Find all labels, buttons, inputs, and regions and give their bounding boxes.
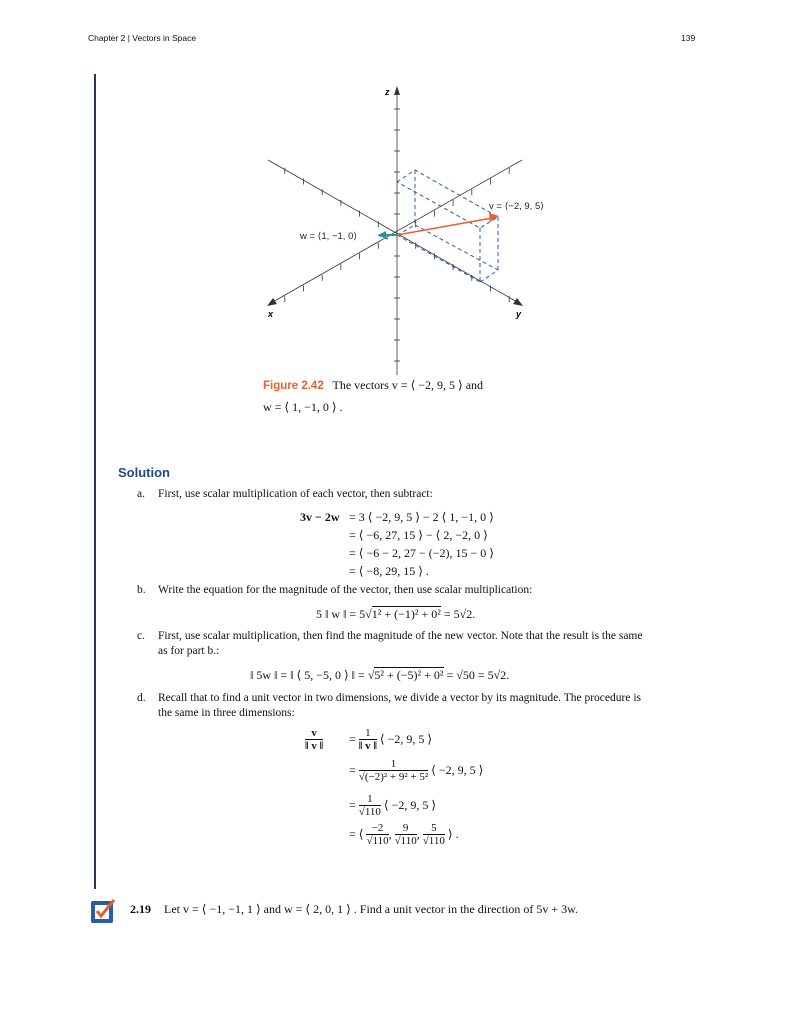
equals: = <box>349 731 356 746</box>
eq-lhs: 5 ‖ w ‖ = 5 <box>316 607 366 621</box>
item-c-text: First, use scalar multiplication, then find the magnitude of the new vector. Note that the result is the same <box>158 630 643 642</box>
chapter-header: Chapter 2 | Vectors in Space <box>88 33 197 43</box>
eq-lhs: ‖ 5w ‖ = ‖ ⟨ 5, −5, 0 ⟩ ‖ = <box>250 668 368 682</box>
item-d-line-1 <box>349 727 432 753</box>
y-axis-label: y <box>516 309 522 319</box>
y-axis-arrow <box>513 298 523 306</box>
eq-rhs: = √50 = 5√2. <box>443 668 510 682</box>
item-a-line: = ⟨ −6 − 2, 27 − (−2), 15 − 0 ⟩ <box>349 546 494 560</box>
vector: ⟨ −2, 9, 5 ⟩ <box>383 797 437 812</box>
item-a-marker: a. <box>137 488 145 500</box>
v-vector-label: v = ⟨−2, 9, 5⟩ <box>489 201 544 212</box>
item-d-lhs <box>305 727 323 753</box>
fraction-numerator: 1 <box>359 758 428 771</box>
fraction-numerator: 9 <box>395 822 417 835</box>
item-a-text: First, use scalar multiplication of each vector, then subtract: <box>158 488 433 500</box>
fraction-denominator: 110 <box>364 806 381 818</box>
z-axis-label: z <box>385 87 390 97</box>
fraction-numerator: 1 <box>359 727 377 740</box>
eq-radicand: 1² + (−1)² + 0² <box>371 607 441 621</box>
fraction-denominator: ‖ v ‖ <box>358 740 377 752</box>
fraction-numerator: v <box>305 727 323 740</box>
item-b-marker: b. <box>137 584 146 596</box>
eq-radicand: 5² + (−5)² + 0² <box>374 668 444 682</box>
w-vector-label: w = ⟨1, −1, 0⟩ <box>300 231 358 242</box>
item-c-marker: c. <box>137 630 145 642</box>
item-b-equation: 5 ‖ w ‖ = 5√1² + (−1)² + 0² = 5√2. <box>316 607 476 621</box>
page-number: 139 <box>681 33 696 43</box>
dashed-box <box>378 170 498 282</box>
fraction-numerator: 5 <box>423 822 445 835</box>
fraction-numerator: −2 <box>366 822 388 835</box>
item-b-text: Write the equation for the magnitude of the vector, then use scalar multiplication: <box>158 584 533 596</box>
fraction-denominator: 110 <box>372 835 389 847</box>
solution-heading: Solution <box>118 465 170 480</box>
item-c-text-2: as for part b.: <box>158 645 220 657</box>
item-a-line: = 3 ⟨ −2, 9, 5 ⟩ − 2 ⟨ 1, −1, 0 ⟩ <box>349 510 494 524</box>
vector: ⟨ −2, 9, 5 ⟩ <box>379 731 433 746</box>
caption-line-2: w = ⟨ 1, −1, 0 ⟩ . <box>263 400 343 414</box>
fraction-denominator: 110 <box>428 835 445 847</box>
equals: = <box>349 826 356 841</box>
caption-line-1: The vectors v = ⟨ −2, 9, 5 ⟩ and <box>332 378 484 392</box>
equals: = <box>349 762 356 777</box>
item-a-lhs: 3v − 2w <box>300 510 340 524</box>
fraction-denominator: ‖ v ‖ <box>305 740 324 752</box>
item-d-line-2: = $\frac{1}{\text{√(−2)² + 9² + 5²}}$ ⟨ −2, 9, 5 ⟩ <box>349 758 484 783</box>
eq-rhs: = 5√2. <box>440 607 476 621</box>
fraction-denominator: 110 <box>400 835 417 847</box>
item-d-text: Recall that to find a unit vector in two dimensions, we divide a vector by its magnitude. The procedure is <box>158 692 641 704</box>
item-d-marker: d. <box>137 692 146 704</box>
item-d-line-3: = $\frac{1}{√110}$ ⟨ −2, 9, 5 ⟩ <box>349 793 437 818</box>
item-d-line-4: = ⟨ $\frac{-2}{√110}$ , $\frac{9}{√110}$ , $\frac{5}{√110}$ ⟩ . <box>349 822 459 847</box>
item-d-text-2: the same in three dimensions: <box>158 707 295 719</box>
vector-figure <box>0 0 791 420</box>
item-a-line: = ⟨ −8, 29, 15 ⟩ . <box>349 564 429 578</box>
figure-caption <box>263 378 483 393</box>
item-c-equation: ‖ 5w ‖ = ‖ ⟨ 5, −5, 0 ⟩ ‖ = √5² + (−5)² + 0² = √50 = 5√2. <box>250 668 510 682</box>
checkpoint-icon <box>90 897 116 925</box>
exercise-number: 2.19 <box>130 902 151 916</box>
figure-number: Figure 2.42 <box>263 380 324 392</box>
exercise-text: Let v = ⟨ −1, −1, 1 ⟩ and w = ⟨ 2, 0, 1 ⟩ . Find a unit vector in the direction of 5v + 3w. <box>164 902 579 916</box>
x-axis-label: x <box>268 309 274 319</box>
fraction-numerator: 1 <box>359 793 381 806</box>
fraction-denominator: (−2)² + 9² + 5² <box>364 771 429 783</box>
item-a-line: = ⟨ −6, 27, 15 ⟩ − ⟨ 2, −2, 0 ⟩ <box>349 528 488 542</box>
vector-w-arrowhead <box>378 231 386 239</box>
x-axis-arrow <box>267 298 277 306</box>
equals: = <box>349 797 356 812</box>
vector: ⟨ −2, 9, 5 ⟩ <box>431 762 484 777</box>
z-axis-arrow <box>394 86 400 95</box>
